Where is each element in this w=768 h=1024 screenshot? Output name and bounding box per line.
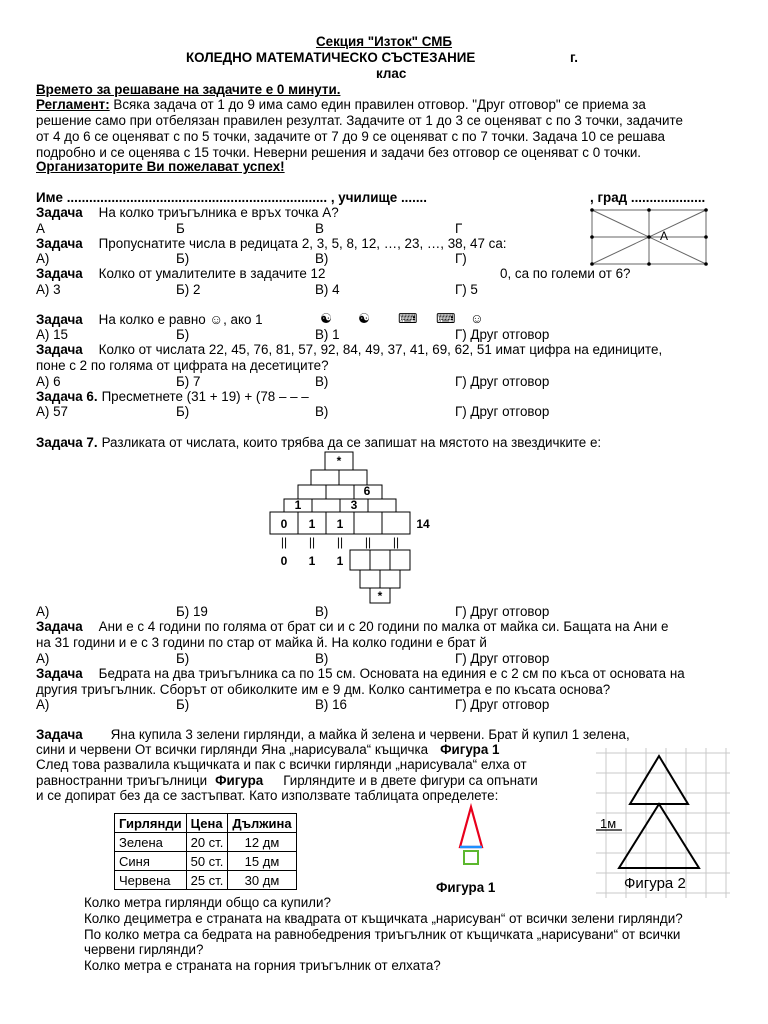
task-5 xyxy=(36,342,662,358)
regulation-line-3: от 4 до 6 се оценяват с по 5 точки, задачите от 7 до 9 се оценяват с по 7 точки. Задача 10 се решава xyxy=(36,129,665,144)
task-10-line-5: и се допират без да се застъпват. Като използвате таблицата определете: xyxy=(36,788,499,803)
question-2: Колко дециметра е страната на квадрата от къщичката „нарисуван“ от всички зелени гирлянди? xyxy=(84,911,683,926)
table-cell: 30 дм xyxy=(228,871,296,890)
pyramid-cell xyxy=(390,550,410,570)
task-label: Задача 7. xyxy=(36,435,98,450)
option-c: В) 16 xyxy=(315,697,348,712)
table-header-row xyxy=(115,814,297,833)
pyramid-cell xyxy=(339,470,367,485)
option-a: А) 15 xyxy=(36,327,69,342)
task-text: На колко триъгълника е връх точка А? xyxy=(98,205,339,220)
pyramid-value: 0 xyxy=(280,517,288,531)
option-a: А) 57 xyxy=(36,404,69,419)
yin-yang-icon: ☯ xyxy=(358,311,371,326)
pyramid-cell xyxy=(380,570,400,588)
option-b: Б) 2 xyxy=(176,282,201,297)
pyramid-cell xyxy=(368,499,396,512)
bottom-triangle xyxy=(619,804,699,868)
table-cell: Синя xyxy=(115,852,187,871)
task-9 xyxy=(36,666,685,682)
task-4 xyxy=(36,312,263,328)
garland-table xyxy=(114,813,297,890)
option-a: А) xyxy=(36,251,50,266)
option-d: Г) 5 xyxy=(455,282,478,297)
option-d: Г) Друг отговор xyxy=(455,404,550,419)
pyramid-cell xyxy=(298,485,326,499)
pyramid-value: 1 xyxy=(336,517,344,531)
equals-mark: || xyxy=(392,535,400,549)
option-c: В xyxy=(315,221,324,236)
option-b: Б) 7 xyxy=(176,374,201,389)
table-cell: 50 ст. xyxy=(186,852,228,871)
task-text: На колко е равно ☺, ако 1 xyxy=(98,312,263,327)
task-9-line-2: другия триъгълник. Сборът от обиколките им е 9 дм. Колко сантиметра е по късата основа? xyxy=(36,682,611,697)
header-garlands: Гирлянди xyxy=(115,814,187,833)
vertex-dot xyxy=(647,235,651,239)
equals-mark: || xyxy=(364,535,372,549)
pyramid-value: 1 xyxy=(336,554,344,568)
option-d: Г) Друг отговор xyxy=(455,604,550,619)
option-c: В) xyxy=(315,604,329,619)
regulation-line-2: решение само при отбелязан правилен резултат. Задачите от 1 до 3 се оценяват с по 3 точки, задачите xyxy=(36,113,683,128)
vertex-dot xyxy=(647,208,651,212)
task-1-figure xyxy=(590,208,710,266)
task-5-line-2: поне с 2 по голяма от цифрата на десетиците? xyxy=(36,358,329,373)
task-3 xyxy=(36,266,325,282)
option-a: А xyxy=(36,221,45,236)
figure-2-label: Фигура 2 xyxy=(624,875,686,892)
vertex-dot xyxy=(704,208,708,212)
task-label: Задача xyxy=(36,727,83,742)
task-label: Задача xyxy=(36,619,83,634)
pyramid-cell xyxy=(360,570,380,588)
equals-mark: || xyxy=(280,535,288,549)
table-row xyxy=(115,871,297,890)
table-cell: 12 дм xyxy=(228,833,296,852)
competition-title: КОЛЕДНО МАТЕМАТИЧЕСКО СЪСТЕЗАНИЕ xyxy=(186,50,476,65)
pyramid-cell xyxy=(354,512,382,534)
vertex-dot xyxy=(704,235,708,239)
pyramid-cell xyxy=(382,512,410,534)
task-text: Разликата от числата, които трябва да се запишат на мястото на звездичките е: xyxy=(101,435,602,450)
option-b: Б) xyxy=(176,404,190,419)
figure-1-reference: Фигура 1 xyxy=(440,742,500,757)
question-1: Колко метра гирлянди общо са купили? xyxy=(84,895,331,910)
pyramid-cell xyxy=(312,499,340,512)
task-text: Бедрата на два триъгълника са по 15 см. Основата на единия е с 2 см по къса от основата на xyxy=(98,666,685,681)
task-label: Задача xyxy=(36,236,83,251)
table-cell: 15 дм xyxy=(228,852,296,871)
option-b: Б) xyxy=(176,697,190,712)
option-d: Г) Друг отговор xyxy=(455,651,550,666)
pyramid-value: 1 xyxy=(308,554,316,568)
task-10-line-4 xyxy=(36,773,538,789)
smiley-icon: ☺ xyxy=(470,311,484,326)
task-label: Задача xyxy=(36,205,83,220)
task-text: Пропуснатите числа в редицата 2, 3, 5, 8, 12, …, 23, …, 38, 47 са: xyxy=(98,236,507,251)
question-4: Колко метра е страната на горния триъгълник от елхата? xyxy=(84,958,441,973)
regulation-line-4: подробно и се оценява с 15 точки. Неверни решения и задачи без отговор се оценяват с 0 точки. xyxy=(36,145,642,160)
number-pyramid xyxy=(270,450,440,605)
pyramid-cell xyxy=(370,550,390,570)
red-triangle xyxy=(460,807,482,847)
yin-yang-icon: ☯ xyxy=(320,311,333,326)
header-price: Цена xyxy=(186,814,228,833)
option-b: Б) xyxy=(176,651,190,666)
option-d: Г) xyxy=(455,251,467,266)
figure-1-house xyxy=(455,805,487,867)
option-b: Б) xyxy=(176,251,190,266)
keyboard-icon: ⌨ xyxy=(436,311,456,326)
option-c: В) xyxy=(315,651,329,666)
class-label: клас xyxy=(376,66,407,81)
table-cell: 20 ст. xyxy=(186,833,228,852)
option-a: А) xyxy=(36,604,50,619)
pyramid-value: 1 xyxy=(308,517,316,531)
task-8 xyxy=(36,619,668,635)
task-label: Задача xyxy=(36,266,83,281)
option-b: Б xyxy=(176,221,185,236)
table-cell: 25 ст. xyxy=(186,871,228,890)
point-a-label: А xyxy=(660,229,669,243)
figure-2-tree xyxy=(596,748,730,898)
option-b: Б) 19 xyxy=(176,604,208,619)
option-a: А) 3 xyxy=(36,282,61,297)
option-c: В) 4 xyxy=(315,282,340,297)
bottom-star: * xyxy=(377,589,383,603)
task-text: Ани е с 4 години по голяма от брат си и с 20 години по малка от майка си. Бащата на Ани е xyxy=(98,619,669,634)
task-8-line-2: на 31 години и е с 3 години по стар от майка й. На колко години е брат й xyxy=(36,635,487,650)
option-a: А) xyxy=(36,651,50,666)
top-triangle xyxy=(630,756,688,804)
task-10-text: равностранни триъгълници xyxy=(36,773,208,788)
task-10 xyxy=(36,727,630,743)
option-c: В) xyxy=(315,251,329,266)
scale-label: 1м xyxy=(600,816,617,831)
figure-reference: Фигура xyxy=(215,773,264,788)
task-label: Задача xyxy=(36,342,83,357)
task-3-tail: 0, са по големи от 6? xyxy=(500,266,631,281)
option-c: В) xyxy=(315,404,329,419)
task-2 xyxy=(36,236,507,252)
pyramid-value: 3 xyxy=(350,498,358,512)
regulation-text: Всяка задача от 1 до 9 има само един правилен отговор. "Друг отговор" се приема за xyxy=(109,97,646,112)
regulation-label: Регламент: xyxy=(36,97,110,112)
pyramid-value: 6 xyxy=(363,484,371,498)
option-b: Б) xyxy=(176,327,190,342)
option-a: А) 6 xyxy=(36,374,61,389)
option-d: Г) Друг отговор xyxy=(455,697,550,712)
row-sum: 14 xyxy=(416,517,430,531)
table-cell: Червена xyxy=(115,871,187,890)
vertex-dot xyxy=(647,262,651,266)
option-d: Г) Друг отговор xyxy=(455,374,550,389)
section-title: Секция "Изток" СМБ xyxy=(315,34,453,49)
question-3-cont: червени гирлянди? xyxy=(84,942,204,957)
year-suffix: г. xyxy=(570,50,578,65)
time-limit: Времето за решаване на задачите е 0 минути. xyxy=(36,82,341,97)
keyboard-icon: ⌨ xyxy=(398,311,418,326)
table-row xyxy=(115,852,297,871)
option-c: В) xyxy=(315,374,329,389)
green-square xyxy=(464,851,478,864)
top-star: * xyxy=(336,454,342,468)
header-length: Дължина xyxy=(228,814,296,833)
task-text: Колко от умалителите в задачите 12 xyxy=(98,266,326,281)
pyramid-cell xyxy=(326,485,354,499)
task-6 xyxy=(36,389,309,405)
task-10-text: Гирляндите и в двете фигури са опънати xyxy=(283,773,538,788)
vertex-dot xyxy=(590,208,594,212)
task-text: Пресметнете (31 + 19) + (78 – – – xyxy=(101,389,309,404)
figure-1-label: Фигура 1 xyxy=(436,880,496,895)
vertex-dot xyxy=(590,235,594,239)
task-7 xyxy=(36,435,601,451)
task-1 xyxy=(36,205,339,221)
pyramid-cell xyxy=(311,470,339,485)
equals-mark: || xyxy=(308,535,316,549)
option-d: Г xyxy=(455,221,463,236)
task-label: Задача 6. xyxy=(36,389,98,404)
vertex-dot xyxy=(704,262,708,266)
city-line: , град .................... xyxy=(590,190,706,205)
table-cell: Зелена xyxy=(115,833,187,852)
option-d: Г) Друг отговор xyxy=(455,327,550,342)
question-3: По колко метра са бедрата на равнобедрения триъгълник от къщичката „нарисувани“ от всички xyxy=(84,927,681,942)
name-school-line: Име ...................................................................... , училище ....... xyxy=(36,190,427,205)
task-text: Колко от числата 22, 45, 76, 81, 57, 92, 84, 49, 37, 41, 69, 62, 51 имат цифра на единиците, xyxy=(98,342,663,357)
regulation-line-1 xyxy=(36,97,646,113)
task-10-line-2 xyxy=(36,742,499,758)
option-c: В) 1 xyxy=(315,327,340,342)
pyramid-value: 1 xyxy=(294,498,302,512)
wish-text: Организаторите Ви пожелават успех! xyxy=(36,159,285,174)
option-a: А) xyxy=(36,697,50,712)
task-label: Задача xyxy=(36,666,83,681)
task-text: Яна купила 3 зелени гирлянди, а майка й зелена и червени. Брат й купил 1 зелена, xyxy=(110,727,630,742)
task-10-text: сини и червени От всички гирлянди Яна „нарисувала“ къщичка xyxy=(36,742,429,757)
equals-mark: || xyxy=(336,535,344,549)
task-10-line-3: След това развалила къщичката и пак с всички гирлянди „нарисувала“ елха от xyxy=(36,757,527,772)
task-label: Задача xyxy=(36,312,83,327)
pyramid-value: 0 xyxy=(280,554,288,568)
table-row xyxy=(115,833,297,852)
pyramid-cell xyxy=(350,550,370,570)
